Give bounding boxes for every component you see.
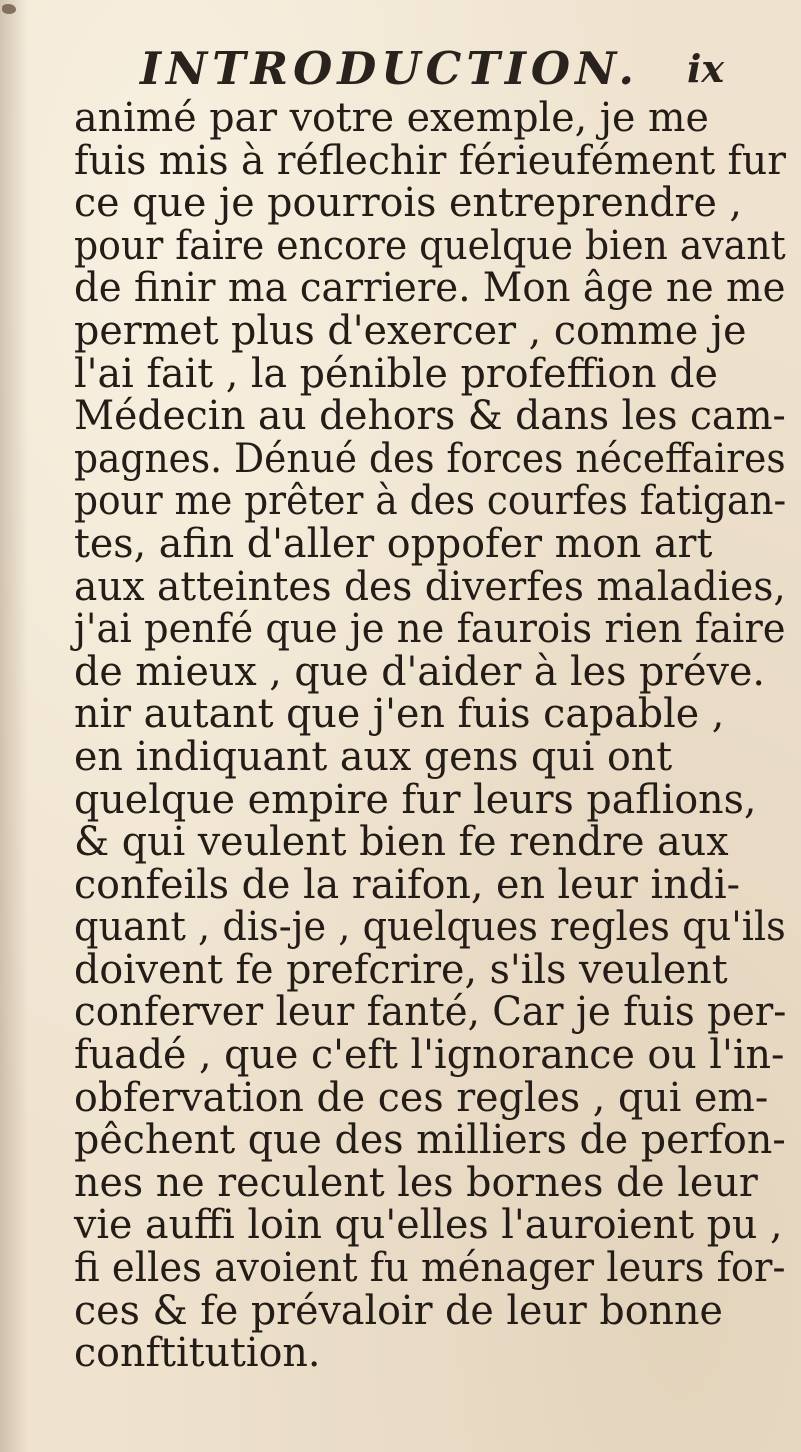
text-line: confeils de la raifon, en leur indi-	[74, 861, 741, 908]
text-line: obfervation de ces regles , qui em-	[74, 1074, 769, 1121]
binding-shadow	[0, 0, 28, 1452]
text-line: pêchent que des milliers de perfon-	[74, 1117, 786, 1164]
text-line: de finir ma carriere. Mon âge ne me	[74, 265, 786, 312]
text-line: doivent fe prefcrire, s'ils veulent	[74, 946, 728, 993]
text-line: aux atteintes des diverfes maladies,	[74, 563, 786, 610]
text-line: ces & fe prévaloir de leur bonne	[74, 1287, 723, 1334]
page-number: ix	[687, 46, 725, 91]
text-line: l'ai fait , la pénible profeffion de	[74, 350, 718, 397]
running-head	[140, 42, 780, 102]
text-line: j'ai penfé que je ne faurois rien faire	[74, 606, 786, 653]
text-line: pagnes. Dénué des forces néceffaires	[74, 435, 786, 482]
text-line: pour me prêter à des courfes fatigan-	[74, 478, 787, 525]
text-line: & qui veulent bien fe rendre aux	[74, 819, 729, 866]
text-line: nes ne reculent les bornes de leur	[74, 1159, 758, 1206]
chapter-title: INTRODUCTION.	[140, 42, 640, 95]
body-text	[74, 97, 794, 1375]
text-line: ce que je pourrois entreprendre ,	[74, 180, 743, 227]
text-line: fuadé , que c'eft l'ignorance ou l'in-	[74, 1032, 785, 1079]
text-line: fuis mis à réflechir férieufément fur	[74, 137, 786, 184]
text-line: vie auffi loin qu'elles l'auroient pu ,	[74, 1202, 783, 1249]
text-line: quelque empire fur leurs paflions,	[74, 776, 757, 823]
text-line: animé par votre exemple, je me	[74, 95, 709, 141]
text-line: pour faire encore quelque bien avant	[74, 222, 786, 269]
text-line: en indiquant aux gens qui ont	[74, 733, 673, 780]
text-line: fi elles avoient fu ménager leurs for-	[74, 1245, 786, 1292]
text-line: nir autant que j'en fuis capable ,	[74, 691, 725, 738]
text-line: Médecin au dehors & dans les cam-	[74, 393, 786, 440]
text-line: conferver leur fanté, Car je fuis per-	[74, 989, 787, 1036]
text-line: permet plus d'exercer , comme je	[74, 307, 747, 354]
text-line: de mieux , que d'aider à les préve.	[74, 648, 765, 695]
ink-blot	[2, 4, 16, 14]
text-line: conftitution.	[74, 1330, 321, 1377]
text-line: quant , dis-je , quelques regles qu'ils	[74, 904, 786, 951]
text-line: tes, afin d'aller oppofer mon art	[74, 520, 713, 567]
